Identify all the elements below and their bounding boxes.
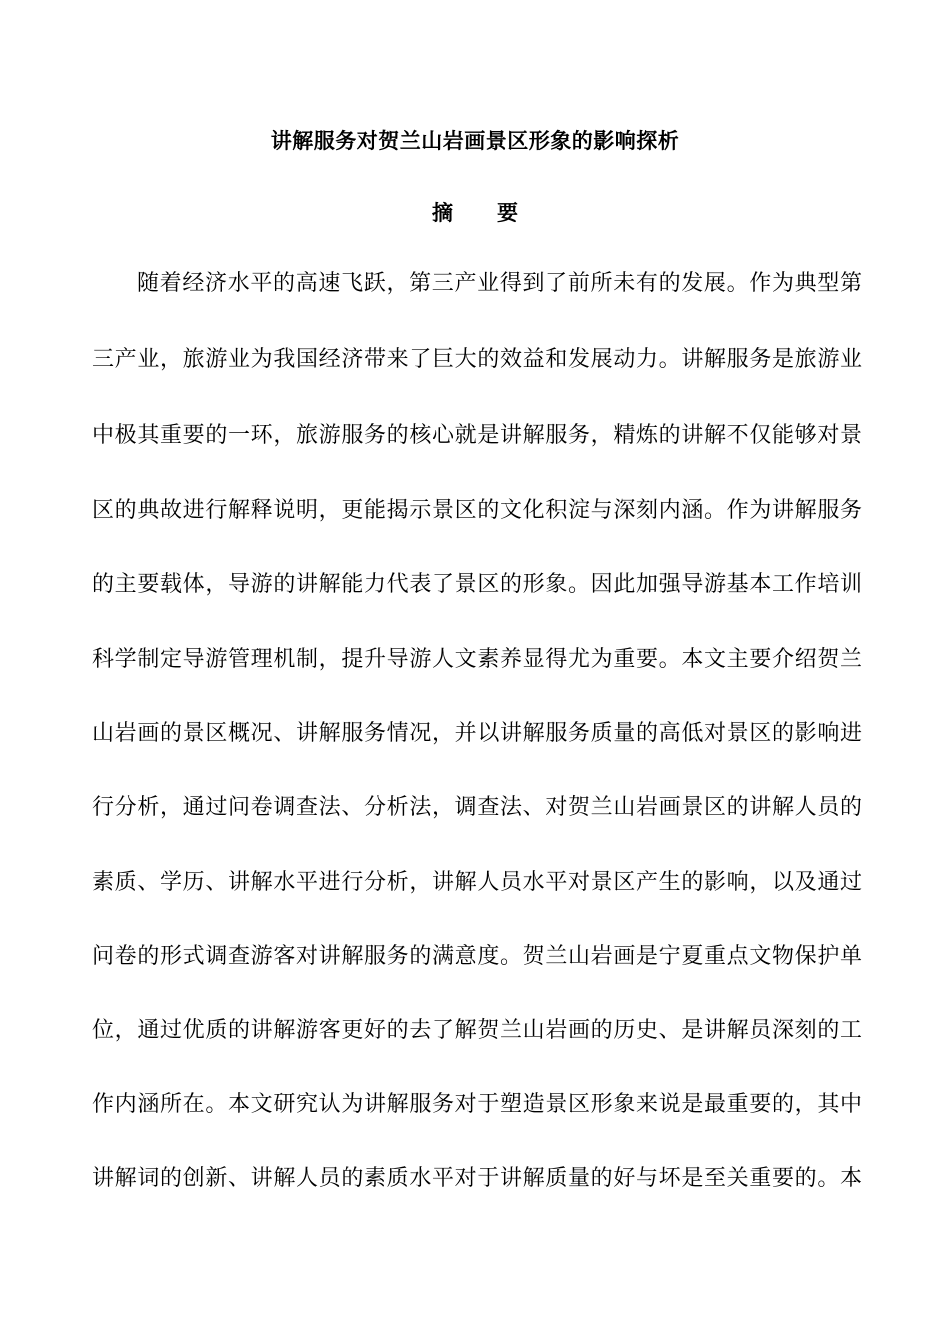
abstract-line: 讲解词的创新、讲解人员的素质水平对于讲解质量的好与坏是至关重要的。本 [92,1166,862,1191]
abstract-line: 山岩画的景区概况、讲解服务情况，并以讲解服务质量的高低对景区的影响进 [92,721,862,746]
abstract-line: 科学制定导游管理机制，提升导游人文素养显得尤为重要。本文主要介绍贺兰 [92,647,862,672]
abstract-line: 中极其重要的一环，旅游服务的核心就是讲解服务，精炼的讲解不仅能够对景 [92,423,862,448]
abstract-line: 行分析，通过问卷调查法、分析法，调查法、对贺兰山岩画景区的讲解人员的 [92,795,862,820]
abstract-line: 问卷的形式调查游客对讲解服务的满意度。贺兰山岩画是宁夏重点文物保护单 [92,944,862,969]
abstract-line: 的主要载体，导游的讲解能力代表了景区的形象。因此加强导游基本工作培训 [92,572,862,597]
abstract-line: 三产业，旅游业为我国经济带来了巨大的效益和发展动力。讲解服务是旅游业 [92,347,862,372]
abstract-line: 区的典故进行解释说明，更能揭示景区的文化积淀与深刻内涵。作为讲解服务 [92,498,862,523]
document-title: 讲解服务对贺兰山岩画景区形象的影响探析 [270,129,680,153]
abstract-line: 位，通过优质的讲解游客更好的去了解贺兰山岩画的历史、是讲解员深刻的工 [92,1018,862,1043]
abstract-line: 随着经济水平的高速飞跃，第三产业得到了前所未有的发展。作为典型第 [137,271,862,296]
abstract-heading: 摘要 [432,201,562,225]
abstract-line: 作内涵所在。本文研究认为讲解服务对于塑造景区形象来说是最重要的，其中 [92,1092,862,1117]
abstract-line: 素质、学历、讲解水平进行分析，讲解人员水平对景区产生的影响，以及通过 [92,870,862,895]
